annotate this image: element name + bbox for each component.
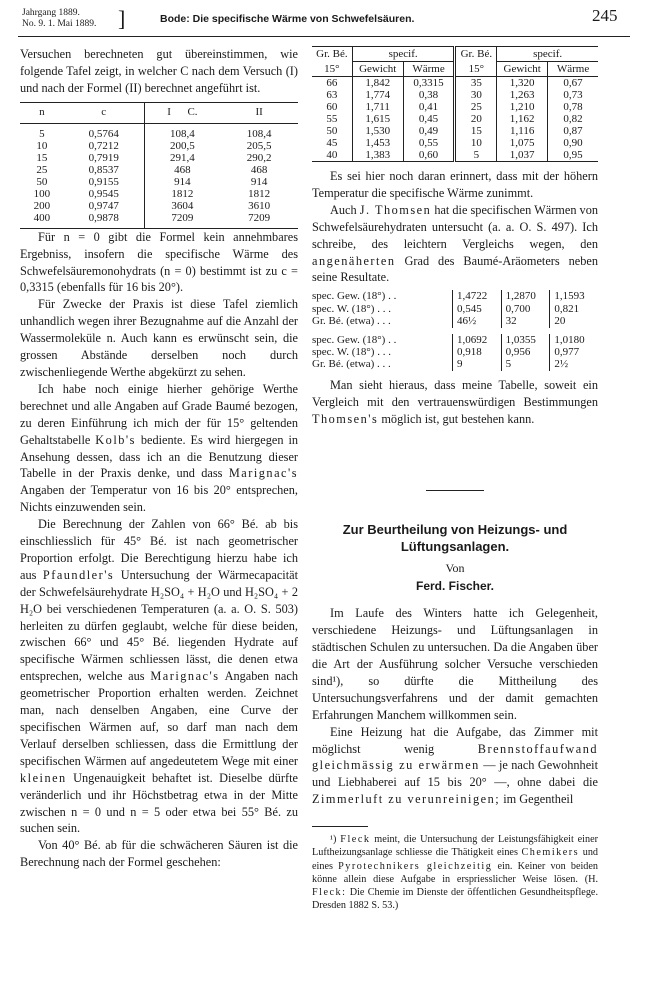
cell-gewicht: 1,116 [497,125,548,137]
cell-I: 108,4 [144,123,220,140]
col-header-gr-be: Gr. Bé. [455,47,497,62]
cell-gewicht: 1,530 [352,125,403,137]
table-row [312,334,598,346]
table-row [20,176,298,188]
cell-waerme: 0,38 [403,89,455,101]
cell-n: 50 [36,175,48,188]
cell-waerme: 0,67 [548,77,598,90]
row-label: spec. Gew. (18°) . . [312,290,397,303]
cell-gr-be: 40 [326,149,338,161]
col-header-c: c [64,102,144,123]
cell-value: 0,977 [550,346,598,358]
cell-gr-be: 45 [326,137,338,149]
table-row [312,113,598,125]
row-label: Gr. Bé. (etwa) . . . [312,358,391,371]
cell-gr-be: 60 [326,101,338,113]
running-title: Bode: Die specifische Wärme von Schwefelsäuren. [160,13,415,25]
cell-gr-be: 15 [455,125,497,137]
person-name: J. Thomsen [359,202,432,217]
cell-c: 0,9545 [88,187,119,200]
running-header [0,0,650,40]
col-header-gewicht: Gewicht [352,62,403,77]
table-row [20,200,298,212]
cell-waerme: 0,49 [403,125,455,137]
cell-waerme: 0,60 [403,149,455,162]
table-row [312,315,598,327]
cell-waerme: 0,73 [548,89,598,101]
page-number: 245 [592,6,618,25]
cell-gr-be: 5 [455,149,497,162]
cell-gr-be: 55 [326,113,338,125]
header-rule [18,36,630,37]
cell-gewicht: 1,383 [352,149,403,162]
table-row [312,101,598,113]
paragraph: Man sieht hieraus, dass meine Tabelle, soweit ein Vergleich mit den vertrauenswürdigen Bestimmungen Thomsen's möglich ist, gut bestehen kann. [312,377,598,426]
emphasis: Chemikers [521,847,580,859]
row-label: spec. W. (18°) . . . [312,345,391,358]
cell-gewicht: 1,453 [352,137,403,149]
col-header-specif: specif. [497,47,598,62]
emphasis: Pyrotechnikers gleichzeitig [338,860,493,872]
cell-II: 205,5 [246,139,272,152]
table-row [312,358,598,370]
table-row [312,137,598,149]
cell-c: 0,9747 [88,199,119,212]
brace-icon: ] [118,6,126,31]
cell-gewicht: 1,320 [497,77,548,90]
cell-waerme: 0,45 [403,113,455,125]
cell-I: 468 [144,164,220,176]
row-label: Gr. Bé. (etwa) . . . [312,315,391,328]
cell-waerme: 0,82 [548,113,598,125]
cell-value: 2½ [550,358,598,370]
cell-gr-be: 63 [326,89,338,101]
paragraph: Es sei hier noch daran erinnert, dass mit der höhern Temperatur die specifische Wärme zunimmt. [312,169,598,200]
table-row [20,152,298,164]
col-header-n: n [20,102,64,123]
person-name: Fleck [340,834,371,846]
cell-n: 25 [36,163,48,176]
table-row [20,123,298,140]
cell-I: 200,5 [144,140,220,152]
cell-waerme: 0,41 [403,101,455,113]
cell-II: 468 [250,163,268,176]
cell-waerme: 0,55 [403,137,455,149]
person-name: Marignac's [228,466,298,481]
cell-waerme: 0,78 [548,101,598,113]
cell-waerme: 0,95 [548,149,598,162]
cell-gewicht: 1,774 [352,89,403,101]
cell-waerme: 0,90 [548,137,598,149]
journal-issue: No. 9. 1. Mai 1889. [22,19,97,29]
cell-n: 15 [36,151,48,164]
cell-II: 914 [250,175,268,188]
col-header-temp: 15° [324,62,340,75]
col-header-temp: 15° [455,62,497,77]
table-row [312,303,598,315]
paragraph: Für Zwecke der Praxis ist diese Tafel ziemlich unhandlich wegen ihrer Bezugnahme auf die Anzahl der Wassermoleküle n. Auch kann es erwünscht sein, die grossen Abstände derselben noch durch zwischenliegende Werthe abgekürzt zu sehen. [20,297,298,379]
table-row [312,346,598,358]
col-header-gr-be: Gr. Bé. [316,48,348,61]
cell-n: 10 [36,139,48,152]
cell-n: 400 [33,211,51,224]
journal-year: Jahrgang 1889. [22,8,80,18]
table-row [312,89,598,101]
cell-n: 5 [39,127,45,140]
table-row [312,125,598,137]
table-row [20,140,298,152]
emphasis: Brennstoffaufwand gleichmässig zu erwärmen [312,741,598,773]
cell-n: 100 [33,187,51,200]
cell-value: 1,0355 [501,334,550,346]
cell-gewicht: 1,842 [352,77,403,90]
paragraph: Ich habe noch einige hierher gehörige Werthe berechnet und alle Angaben auf Grade Baumé bezogen, zu deren Einführung ich mich der für 15° geltenden Gehaltstabelle Kolb's bediente. Es wird hiergegen in Ansehung dessen, dass ich an die Benutzung dieser Tabelle in der Praxis denke, und dass Marignac's Angaben der Temperatur von 16 bis 20° entsprechen, Nichts einzuwenden sein. [20,381,299,515]
cell-II: 3610 [248,199,271,212]
cell-value: 1,4722 [453,290,502,302]
cell-gr-be: 20 [455,113,497,125]
person-name: Fleck: [312,887,347,898]
col-header-gewicht: Gewicht [497,62,548,77]
cell-c: 0,9155 [88,175,119,188]
cell-waerme: 0,87 [548,125,598,137]
cell-value: 0,545 [453,303,502,315]
cell-I: 291,4 [144,152,220,164]
emphasis: angenäherten [312,253,396,268]
cell-value: 46½ [453,315,502,327]
cell-value: 0,821 [550,303,598,315]
paragraph: Auch J. Thomsen hat die specifischen Wärmen von Schwefelsäurehydraten untersucht (a. a. O. S. 497). Ich schreibe, des leichtern Vergleichs wegen, den angenäherten Grad des Baumé-Aräometers neben seine Resultate. [312,202,599,285]
cell-gewicht: 1,162 [497,113,548,125]
person-name: Thomsen's [312,411,379,426]
cell-gewicht: 1,263 [497,89,548,101]
cell-gewicht: 1,615 [352,113,403,125]
row-label: spec. W. (18°) . . . [312,302,391,315]
cell-II: 290,2 [246,151,272,164]
paragraph: Im Laufe des Winters hatte ich Gelegenheit, verschiedene Heizungs- und Lüftungsanlagen in städtischen Schulen zu untersuchen. Da die Angaben über die Art der Ausführung solcher Versuche verschieden sind¹), so dürfte die Mittheilung des Untersuchungsverfahrens und der damit gemachten Erfahrungen Manchem willkommen sein. [312,606,598,722]
col-header-waerme: Wärme [403,62,455,77]
cell-c: 0,7919 [88,151,119,164]
cell-gewicht: 1,075 [497,137,548,149]
baume-table [312,46,598,162]
article-by: Von [445,560,465,575]
table-row [312,77,598,90]
col-header-waerme: Wärme [548,62,598,77]
cell-n: 200 [33,199,51,212]
person-name: Marignac's [150,669,220,684]
cell-value: 1,0180 [550,334,598,346]
col-header-I: I [167,105,171,118]
paragraph: Von 40° Bé. ab für die schwächeren Säuren ist die Berechnung nach der Formel geschehen: [20,838,298,870]
cell-waerme: 0,3315 [403,77,455,90]
paragraph: Die Berechnung der Zahlen von 66° Bé. ab bis einschliesslich für 45° Bé. ist nach geometrischer Proportion erfolgt. Die Berechtigung hierzu habe ich aus Pfaundler's Untersuchung der Wärmecapacität der Schwefelsäurehydrate H₂SO₄ + H₂O und H₂SO₄ + 2 H₂O bei verschiedenen Temperaturen (a. a. O. S. 503) herleiten zu dürfen geglaubt, welche für diese beiden, zwischen 66° und 45° Bé. liegenden Hydrate auf specifische Wärmen schliessen lässt, die denen etwa entsprechen, welche aus Marignac's Angaben nach geometrischer Proportion erhalten werden. Zeichnet man, nach denselben Angaben, eine Curve der specifischen Wärmen auf, so darf man nach dem Verlauf derselben schliessen, dass die Ermittlung der specifischen Wärmen auf angedeutetem Wege mit einer kleinen Ungenauigkeit behaftet ist. Dieselbe dürfte veränderlich und ihr Höchstbetrag etwa in der Mitte zwischen n = 0 und n = 5 oder etwa bei 55° Bé. zu suchen sein. [20,517,298,836]
cell-value: 32 [501,315,550,327]
cell-gewicht: 1,711 [352,101,403,113]
cell-I: 1812 [144,188,220,200]
col-header-II: II [220,102,298,123]
cell-gr-be: 50 [326,125,338,137]
cell-c: 0,9878 [88,211,119,224]
cell-gewicht: 1,037 [497,149,548,162]
cell-value: 0,956 [501,346,550,358]
cell-I: 914 [144,176,220,188]
cell-c: 0,8537 [88,163,119,176]
table-row [20,188,298,200]
cell-I: 7209 [144,212,220,229]
journal-info [22,8,96,30]
person-name: Pfaundler's [42,567,115,582]
paragraph: Für n = 0 gibt die Formel kein annehmbares Ergebniss, insofern die specifische Wärme des Schwefelsäuremonohydrats (n = 0) bestimmt ist zu c = 0,3315 (ebenfalls für 16 bis 20°). [20,229,298,295]
cell-II: 1812 [248,187,271,200]
cell-value: 1,2870 [501,290,550,302]
article-author: Ferd. Fischer. [415,579,495,594]
cell-value: 1,0692 [453,334,502,346]
cell-gr-be: 66 [326,77,338,89]
col-header-C: C. [187,105,198,118]
col-header-specif: specif. [352,47,455,62]
footnote-rule [312,826,368,827]
right-column [312,46,598,912]
cell-value: 5 [501,358,550,370]
left-column [20,46,298,871]
cell-value: 0,700 [501,303,550,315]
table-row [20,212,298,229]
cell-gr-be: 10 [455,137,497,149]
cell-value: 0,918 [453,346,502,358]
cell-II: 7209 [248,211,271,224]
cell-gr-be: 35 [455,77,497,90]
row-label: spec. Gew. (18°) . . [312,333,397,346]
cell-c: 0,5764 [88,127,119,140]
paragraph: Eine Heizung hat die Aufgabe, das Zimmer mit möglichst wenig Brennstoffaufwand gleichmässig zu erwärmen — je nach Gewohnheit und Liebhaberei auf 15 bis 20° —, ohne dabei die Zimmerluft zu verunreinigen; im Gegentheil [312,724,598,807]
footnote-marker: ¹) [330,834,337,846]
emphasis: kleinen [20,770,67,785]
cell-I: 3604 [144,200,220,212]
footnote: ¹) Fleck meint, die Untersuchung der Leistungsfähigkeit einer Luftheizungsanlage schliesse die Thätigkeit eines Chemikers und eines Pyrotechnikers gleichzeitig ein. Keiner von beiden könne allein diese Aufgabe in erspriesslicher Weise lösen. (H. Fleck: Die Chemie im Dienste der öffentlichen Gesundheitspflege. Dresden 1882 S. 53.) [312,834,599,912]
cell-value: 20 [550,315,598,327]
thomsen-table [312,290,598,370]
emphasis: Zimmerluft zu verunreinigen; [312,792,501,807]
cell-c: 0,7212 [88,139,119,152]
intro-paragraph: Versuchen berechneten gut übereinstimmen, wie folgende Tafel zeigt, in welcher C nach dem Versuch (I) und nach der Formel (II) berechnet angeführt ist. [20,47,298,95]
cell-gewicht: 1,210 [497,101,548,113]
cell-gr-be: 25 [455,101,497,113]
person-name: Kolb's [95,432,136,447]
article-title: Zur Beurtheilung von Heizungs- und Lüftungsanlagen. [342,521,568,554]
heat-capacity-table [20,102,298,229]
cell-gr-be: 30 [455,89,497,101]
table-row [20,164,298,176]
table-row [312,290,598,302]
cell-value: 1,1593 [550,290,598,302]
cell-II: 108,4 [246,127,272,140]
cell-value: 9 [453,358,502,370]
table-row [312,149,598,162]
